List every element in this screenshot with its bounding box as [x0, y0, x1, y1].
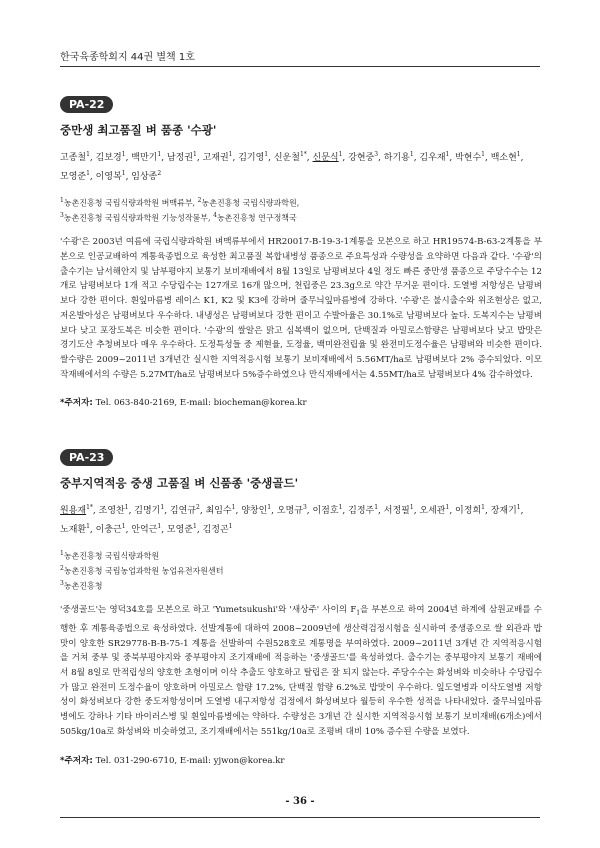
affiliation-marker: 1 [267, 504, 272, 511]
author-name: , 고재권 [196, 153, 229, 163]
header-rule [60, 66, 540, 67]
author-name: , 양창인 [235, 506, 268, 516]
affiliation-marker: 1 [228, 523, 233, 530]
author-name: , 김연규 [164, 506, 197, 516]
author-name: , 임상종 [125, 172, 158, 182]
affiliation-marker: 1 [160, 504, 165, 511]
author-name: , 오세관 [413, 506, 446, 516]
article-pa-22 [60, 93, 542, 408]
author-name: , 김명기 [128, 506, 161, 516]
author-name: , 김정주 [342, 506, 375, 516]
author-name: , 박현수 [449, 153, 482, 163]
author-name: , 강현중 [342, 153, 375, 163]
author-list [60, 500, 542, 538]
affiliation-marker: 1 [124, 504, 129, 511]
journal-header: 한국육종학회지 44권 별책 1호 [60, 52, 195, 63]
affiliation-marker: 1 [193, 523, 197, 530]
author-name: , [520, 506, 524, 516]
author-name: , 하기용 [378, 153, 410, 163]
author-name: , 김우재 [413, 153, 446, 163]
affiliation-marker: 1 [157, 523, 162, 530]
author-name: , [520, 153, 524, 163]
author-name: 원용재 [60, 506, 87, 516]
affiliation-marker: 1 [374, 504, 379, 511]
author-name: 노재환 [60, 525, 87, 535]
author-name: , 신운철 [268, 153, 300, 163]
affiliation-marker: 1 [445, 504, 450, 511]
affiliations [60, 195, 542, 225]
affiliation-marker: 1 [157, 151, 162, 158]
author-name: , 백만기 [125, 153, 158, 163]
author-name: , 김정곤 [196, 525, 229, 535]
author-name: , 이점호 [306, 506, 339, 516]
article-badge: PA-22 [60, 96, 113, 113]
author-name: , 모영준 [161, 525, 194, 535]
author-list [60, 147, 542, 185]
abstract-text: '중생골드'는 영덕34호를 모본으로 하고 'Yumetsukushi'와 '새상주' 사이의 $F_1$을 부본으로 하여 2004년 하계에 삼원교배를 수행한 후 계통육종법으로 육성하였다. 선발계통에 대하여 2008~2009년에 생산력검정시험을 실시하여 중생종으로 쌀 외관과 밥맛이 양호한 SR29778-B-B-75-1 계통을 선발하여 수원528호로 계통명을 부여하였다. 2009~2011년 3개년 간 지역적응시험을 거쳐 중부 및 중북부평야지와 중부평야지 조기재배에 적응하는 '중생골드'를 육성하였다. 출수기는 중부평야지 보통기 재배에서 8월 8일로 만적립성의 양호한 초형이며 이삭 추출도 양호하고 탈립은 잘 되지 않는다. 주당수수는 화성벼와 비슷하나 수당립수가 많고 완전미 도정수율이 양호하며 아밀로스 함량 17.2%, 단백질 함량 6.2%로 밥맛이 우수하다. 잎도열병과 이삭도열병 저항성이 화성벼보다 강한 중도저항성이며 도열병 내구저항성 검정에서 화성벼보다 월등히 우수한 성적을 나타내었다. 줄무늬잎마름병에도 강하나 기타 바이러스병 및 흰잎마름병에는 약하다. 수량성은 3개년 간 실시한 지역적응시험 보통기 보비재배(6개소)에서 505kg/10a로 화성벼와 비슷하였고, 조기재배에서는 551kg/10a로 조평벼 대비 10% 증수된 수량을 보였다. [60, 605, 542, 737]
affiliation-line: $^1$농촌진흥청 국립식량과학원 [60, 550, 160, 561]
author-line [60, 147, 542, 166]
contact-info: Tel. 063-840-2169, E-mail: biocheman@korea.kr [95, 398, 307, 409]
affiliation-marker: 3 [374, 151, 379, 158]
affiliation-line: $^3$농촌진흥청 [60, 580, 103, 591]
affiliation-marker: 1 [121, 170, 126, 177]
affiliation-line: $^1$농촌진흥청 국립식량과학원 벼맥류부, $^2$농촌진흥청 국립식량과학원, [60, 197, 300, 208]
affiliation-marker: 1 [516, 504, 521, 511]
affiliation-marker: 1 [445, 151, 450, 158]
affiliation-marker: 2 [157, 170, 162, 177]
affiliation-marker: 1 [338, 504, 343, 511]
author-name: , 김기영 [232, 153, 265, 163]
affiliation-line: $^2$농촌진흥청 국립농업과학원 농업유전자원센터 [60, 565, 224, 576]
author-line [60, 519, 542, 538]
affiliation-marker: 1 [409, 151, 414, 158]
author-name: 모영준 [60, 172, 87, 182]
author-name: , 백소현 [484, 153, 517, 163]
article-title: 중부지역적응 중생 고품질 벼 신품종 '중생골드' [60, 476, 299, 490]
affiliation-marker: 1 [86, 523, 90, 530]
contact-label: *주저자: [60, 398, 93, 409]
affiliation-marker: 1 [231, 504, 236, 511]
author-line [60, 166, 542, 185]
contact-label: *주저자: [60, 755, 93, 766]
abstract-text: '수광'은 2003년 여름에 국립식량과학원 벼맥류부에서 HR20017-B-19-3-1계통을 모본으로 하고 HR19574-B-63-2계통을 부본으로 인공교배하여 계통육종법으로 육성한 최고품질 복합내병성 품종으로 주요특성과 수량성을 요약하면 다음과 같다. '수광'의 출수기는 남서해안지 및 남부평야지 보통기 보비재배에서 8월 13일로 남평벼보다 4일 정도 빠른 중만생 품종으로 주당수수는 12개로 남평벼보다 1개 적고 수당립수는 127개로 16개 많으며, 천립중은 23.3g으로 약간 무거운 편이다. 도열병 저항성은 남평벼보다 강한 편이다. 흰잎마름병 레이스 K1, K2 및 K3에 강하며 줄무늬잎마름병에 강하다. '수광'은 불시출수와 위조현상은 없고, 저온발아성은 남평벼보다 우수하다. 내냉성은 남평벼보다 강한 편이고 수발아율은 30.1%로 남평벼보다 높다. 도복지수는 남평벼보다 낮고 포장도복은 비슷한 편이다. '수광'의 쌀알은 맑고 심복백이 없으며, 단백질과 아밀로스함량은 남평벼보다 낮고 밥맛은 경기도산 추청벼보다 매우 우수하다. 도정특성들 중 제현율, 도정율, 백미완전립율 및 완전미도정수율은 남평벼와 비슷한 편이다. 쌀수량은 2009~2011년 3개년간 실시한 지역적응시험 보통기 보비재배에서 5.56MT/ha로 남평벼보다 2% 증수되었다. 이모작재배에서의 수량은 5.27MT/ha로 남평벼보다 5%증수하였으나 만식재배에서는 4.55MT/ha로 남평벼보다 4% 감수하였다. [60, 237, 542, 380]
author-name: 고종철 [60, 153, 87, 163]
affiliation-marker: 1 [228, 151, 233, 158]
author-name: 신문식 [312, 153, 339, 163]
author-name: , 김보경 [89, 153, 122, 163]
affiliation-marker: 1 [481, 151, 485, 158]
author-name: , 오명규 [271, 506, 303, 516]
footer-rule [60, 817, 540, 818]
affiliation-marker: 1 [121, 151, 126, 158]
affiliation-marker: 2 [196, 504, 200, 511]
author-name: , 이충근 [89, 525, 122, 535]
article-badge: PA-23 [60, 449, 113, 466]
affiliation-marker: 1 [338, 151, 343, 158]
affiliation-marker: 1* [86, 504, 93, 511]
affiliation-marker: 1 [481, 504, 485, 511]
author-name: , 안억근 [125, 525, 158, 535]
affiliation-marker: 1* [299, 151, 307, 158]
corresponding-author [60, 754, 542, 766]
affiliation-marker: 3 [302, 504, 307, 511]
contact-info: Tel. 031-290-6710, E-mail: yjwon@korea.kr [95, 755, 285, 766]
affiliation-marker: 1 [86, 151, 90, 158]
page-number: - 36 - [285, 796, 315, 807]
author-name: , 이정희 [449, 506, 482, 516]
article-pa-23 [60, 446, 542, 766]
author-name: , 조영찬 [92, 506, 125, 516]
article-title: 중만생 최고품질 벼 품종 '수광' [60, 123, 217, 137]
affiliation-marker: 1 [193, 151, 197, 158]
affiliation-marker: 1 [264, 151, 269, 158]
affiliation-marker: 1 [409, 504, 414, 511]
author-name: , [306, 153, 313, 163]
author-line [60, 500, 542, 519]
affiliation-marker: 1 [86, 170, 90, 177]
author-name: , 이영복 [89, 172, 122, 182]
affiliation-marker: 1 [516, 151, 521, 158]
affiliation-marker: 1 [121, 523, 126, 530]
author-name: , 남정권 [161, 153, 194, 163]
affiliations [60, 548, 542, 593]
corresponding-author [60, 396, 542, 408]
affiliation-line: $^3$농촌진흥청 국립식량과학원 기능성작물부, $^4$농촌진흥청 연구정책국 [60, 212, 297, 223]
author-name: , 최임수 [199, 506, 232, 516]
author-name: , 서정필 [378, 506, 410, 516]
author-name: , 장재기 [484, 506, 517, 516]
